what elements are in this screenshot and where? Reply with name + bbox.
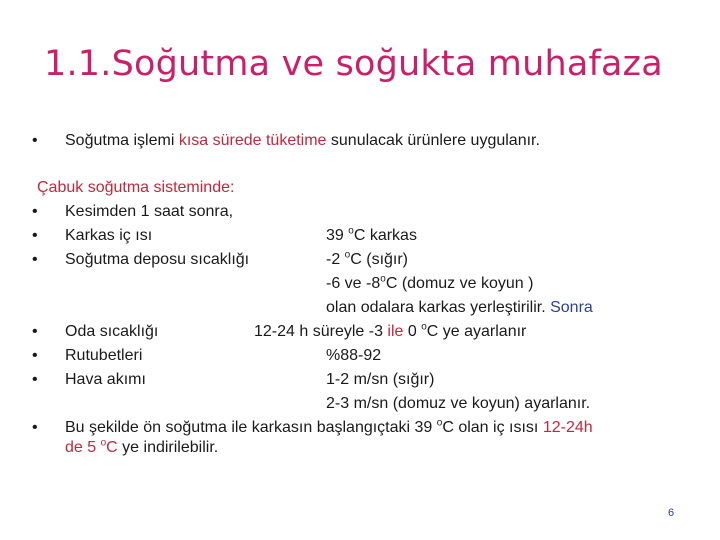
intro-sentence — [65, 129, 540, 152]
row-storage-temp-value-beef — [326, 248, 408, 271]
bullet-marker: • — [32, 203, 38, 220]
final-text-highlight: de 5 — [65, 439, 101, 456]
value-text: 39 — [326, 227, 349, 244]
final-text-highlight: 12-24h — [542, 419, 593, 436]
bullet-marker: • — [32, 323, 38, 340]
row-airflow-label: Hava akımı — [65, 371, 146, 388]
value-text: -2 — [326, 251, 345, 268]
final-text-highlight: C — [106, 439, 118, 456]
value-text: C (domuz ve koyun ) — [385, 275, 534, 292]
bullet-marker: • — [32, 419, 38, 436]
degree-sup: o — [100, 437, 107, 449]
value-text: olan odalara karkas yerleştirilir. — [326, 299, 551, 316]
degree-sup: o — [380, 273, 386, 285]
degree-sup: o — [348, 225, 354, 237]
row-airflow-value-beef: 1-2 m/sn (sığır) — [326, 371, 435, 388]
row-humidity-label: Rutubetleri — [65, 347, 143, 364]
intro-text-1: Soğutma işlemi — [65, 132, 179, 149]
value-text: C ye ayarlanır — [426, 323, 527, 340]
final-text: C olan iç ısısı — [442, 419, 543, 436]
degree-sup: o — [436, 417, 443, 429]
value-text: -6 ve -8 — [326, 275, 381, 292]
value-text: 12-24 h süreyle -3 — [254, 323, 388, 340]
value-text-ile: ile — [387, 323, 404, 340]
intro-text-highlight: kısa sürede tüketime — [178, 132, 327, 149]
final-sentence-line2 — [65, 436, 218, 459]
value-text: C karkas — [353, 227, 417, 244]
row-slaughter-label: Kesimden 1 saat sonra, — [65, 203, 234, 220]
quick-cooling-heading: Çabuk soğutma sisteminde: — [37, 179, 235, 196]
slide-title: 1.1.Soğutma ve soğukta muhafaza — [44, 44, 663, 84]
value-text: C (sığır) — [350, 251, 409, 268]
bullet-marker: • — [32, 227, 38, 244]
row-storage-temp-label: Soğutma deposu sıcaklığı — [65, 251, 250, 268]
row-storage-temp-value-pork — [326, 272, 533, 295]
degree-sup: o — [344, 249, 351, 261]
page-number: 6 — [668, 507, 675, 519]
bullet-marker: • — [32, 132, 38, 149]
value-text-then: Sonra — [550, 299, 593, 316]
row-humidity-value: %88-92 — [326, 347, 382, 364]
row-room-temp-value — [254, 320, 526, 343]
degree-sup: o — [421, 321, 427, 333]
row-carcass-temp-value — [326, 224, 417, 247]
intro-text-3: sunulacak ürünlere uygulanır. — [326, 132, 540, 149]
bullet-marker: • — [32, 251, 38, 268]
row-placement-text — [326, 296, 593, 319]
bullet-marker: • — [32, 371, 38, 388]
row-room-temp-label: Oda sıcaklığı — [65, 323, 159, 340]
bullet-marker: • — [32, 347, 38, 364]
value-text: 0 — [403, 323, 422, 340]
row-carcass-temp-label: Karkas iç ısı — [65, 227, 153, 244]
row-airflow-value-pork: 2-3 m/sn (domuz ve koyun) ayarlanır. — [326, 395, 591, 412]
final-text: Bu şekilde ön soğutma ile karkasın başlangıçtaki 39 — [65, 419, 437, 436]
final-text: ye indirilebilir. — [117, 439, 219, 456]
